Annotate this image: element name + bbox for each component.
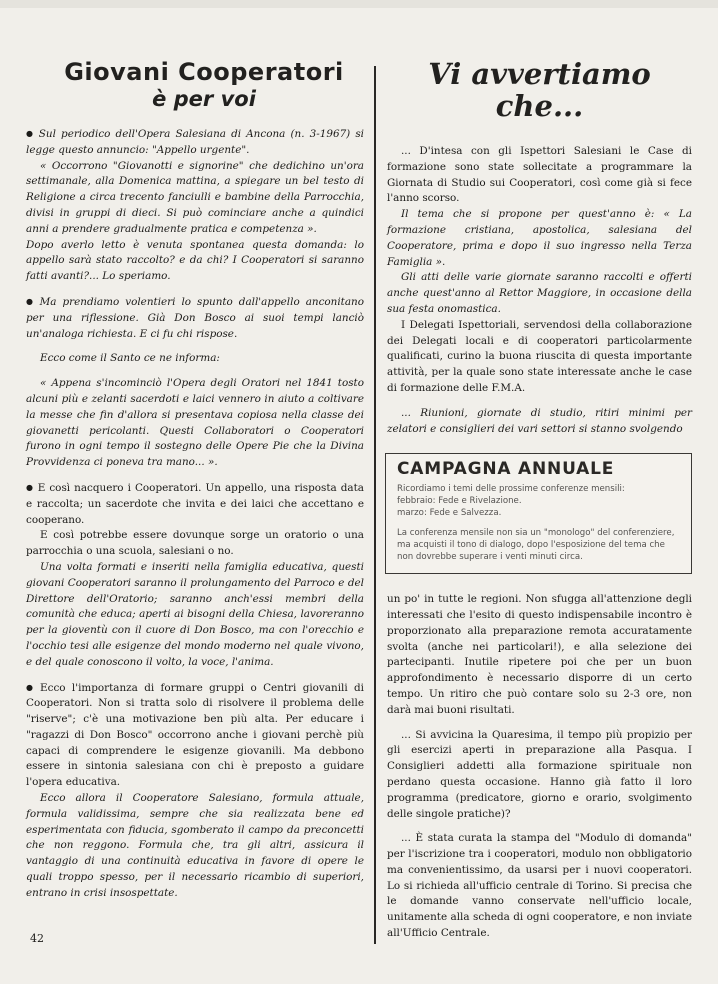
paragraph: un po' in tutte le regioni. Non sfugga all'attenzione degli interessati che l'esito di questo indispensabile incontro è proporzionato alla preparazione remota accuratamente svolta (anche nei particolari!), e alla selezione dei partecipanti. Inutile ripetere poi che per un buon approfondimento è necessario disporre di un certo tempo. Un ritiro che può contare solo su 2-3 ore, non darà mai buoni risultati. [387, 593, 692, 716]
paragraph: ● Ecco l'importanza di formare gruppi o Centri giovanili di Cooperatori. Non si tratta solo di risolvere il problema delle "riserve"; c'è una motivazione ben più alta. Per educare i "ragazzi di Don Bosco" occorrono anche i giovani perchè più capaci di comprendere le esigenze giovanili. Ma debbono essere in sintonia salesiana con chi è preposto a guidare l'opera educativa. [26, 680, 364, 792]
article-subtitle: è per voi [152, 87, 256, 111]
paragraph: ... È stata curata la stampa del "Modulo di domanda" per l'iscrizione tra i cooperatori, modulo non obbligatorio ma convenientissimo, da usarsi per i nuovi cooperatori. Lo si richieda all'ufficio centrale di Torino. Si precisa che le domande vanno conservate nell'ufficio locale, unitamente alla scheda di ogni cooperatore, e non inviate all'Ufficio Centrale. [387, 832, 692, 940]
paragraph: ... D'intesa con gli Ispettori Salesiani le Case di formazione sono state sollecitate a programmare la Giornata di Studio sui Cooperatori, così come già si fece l'anno scorso. [387, 145, 692, 205]
paragraph: ... Riunioni, giornate di studio, ritiri minimi per zelatori e consiglieri dei vari settori si stanno svolgendo [387, 406, 692, 435]
campaign-line: febbraio: Fede e Rivelazione. [397, 496, 522, 507]
left-column [26, 58, 364, 902]
paragraph: E così potrebbe essere dovunque sorge un oratorio o una parrocchia o una scuola, salesiani o no. [26, 529, 364, 558]
paragraph: Gli atti delle varie giornate saranno raccolti e offerti anche quest'anno al Rettor Maggiore, in occasione della sua festa onomastica. [387, 271, 692, 315]
page-edge [0, 0, 718, 8]
campaign-line: Ricordiamo i temi delle prossime conferenze mensili: [397, 484, 625, 495]
column-divider [374, 66, 376, 944]
paragraph: « Occorrono "Giovanotti e signorine" che dedichino un'ora settimanale, alla Domenica mattina, a spiegare un bel testo di Religione a circa trecento fanciulli e bambine della Parrocchia, divisi in gruppi di dieci. Si può cominciare anche a quindici anni a prendere gradualmente pratica e competenza ». [26, 159, 364, 235]
paragraph: Il tema che si propone per quest'anno è: « La formazione cristiana, apostolica, salesiana del Cooperatore, prima e dopo il suo ingresso nella Terza Famiglia ». [387, 208, 692, 268]
paragraph: I Delegati Ispettoriali, servendosi della collaborazione dei Delegati locali e di cooperatori particolarmente qualificati, curino la buona riuscita di questa importante attività, per la quale sono state interessate anche le case di formazione delle F.M.A. [387, 318, 692, 394]
paragraph: ... Si avvicina la Quaresima, il tempo più propizio per gli esercizi aperti in preparazione alla Pasqua. I Consiglieri addetti alla formazione spirituale non perdano questa occasione. Hanno già fatto il loro programma (predicatore, giorno e orario, svolgimento delle singole pratiche)? [387, 728, 692, 820]
page-number: 42 [30, 932, 44, 945]
paragraph: Dopo averlo letto è venuta spontanea questa domanda: lo appello sarà stato raccolto? e da chi? I Cooperatori si saranno fatti avanti?... Lo speriamo. [26, 238, 364, 283]
quote: « Appena s'incominciò l'Opera degli Oratori nel 1841 tosto alcuni più e zelanti sacerdoti e laici vennero in aiuto a coltivare la messe che fin d'allora si presentava copiosa nella classe dei giovanetti pericolanti. Questi Collaboratori o Cooperatori furono in ogni tempo il sostegno delle Opere Pie che la Divina Provvidenza ci poneva tra mano... ». [26, 377, 364, 469]
paragraph: ● Ma prendiamo volentieri lo spunto dall'appello anconitano per una riflessione. Già Don Bosco ai suoi tempi lanciò un'analoga richiesta. E ci fu chi rispose. [26, 294, 364, 342]
paragraph: Ecco allora il Cooperatore Salesiano, formula attuale, formula validissima, sempre che sia realizzata bene ed esperimentata con fiducia, sgomberato il campo da preconcetti che non reggono. Formula che, tra gli altri, assicura il vantaggio di una continuità educativa in favore di opere le quali troppo spesso, per il necessario ricambio di superiori, entrano in crisi insospettate. [26, 792, 364, 899]
paragraph: ● E così nacquero i Cooperatori. Un appello, una risposta data e raccolta; un sacerdote che invita e dei laici che accettano e cooperano. [26, 480, 364, 528]
paragraph: Una volta formati e inseriti nella famiglia educativa, questi giovani Cooperatori saranno il prolungamento del Parroco e del Direttore dell'Oratorio; saranno anch'essi membri della comunità che educa; aperti ai bisogni della Chiesa, lavoreranno per la gioventù con il cuore di Don Bosco, ma con l'orecchio e l'occhio tesi alle esigenze del mondo moderno nel quale vivono, e del quale conoscono il volto, la voce, l'anima. [26, 560, 364, 668]
right-column [387, 58, 692, 942]
campaign-line: marzo: Fede e Salvezza. [397, 508, 502, 519]
notice-title: Vi avvertiamo che... [428, 57, 651, 123]
campaign-box [385, 453, 692, 574]
article-title: Giovani Cooperatori [64, 58, 344, 86]
paragraph: ● Sul periodico dell'Opera Salesiana di Ancona (n. 3-1967) si legge questo annuncio: "Appello urgente". [26, 126, 364, 159]
campaign-title: CAMPAGNA ANNUALE [397, 459, 615, 480]
campaign-note: La conferenza mensile non sia un "monologo" del conferenziere, ma acquisti il tono di dialogo, dopo l'esposizione del tema che non dovrebbe superare i venti minuti circa. [397, 528, 675, 563]
paragraph: Ecco come il Santo ce ne informa: [40, 352, 220, 365]
